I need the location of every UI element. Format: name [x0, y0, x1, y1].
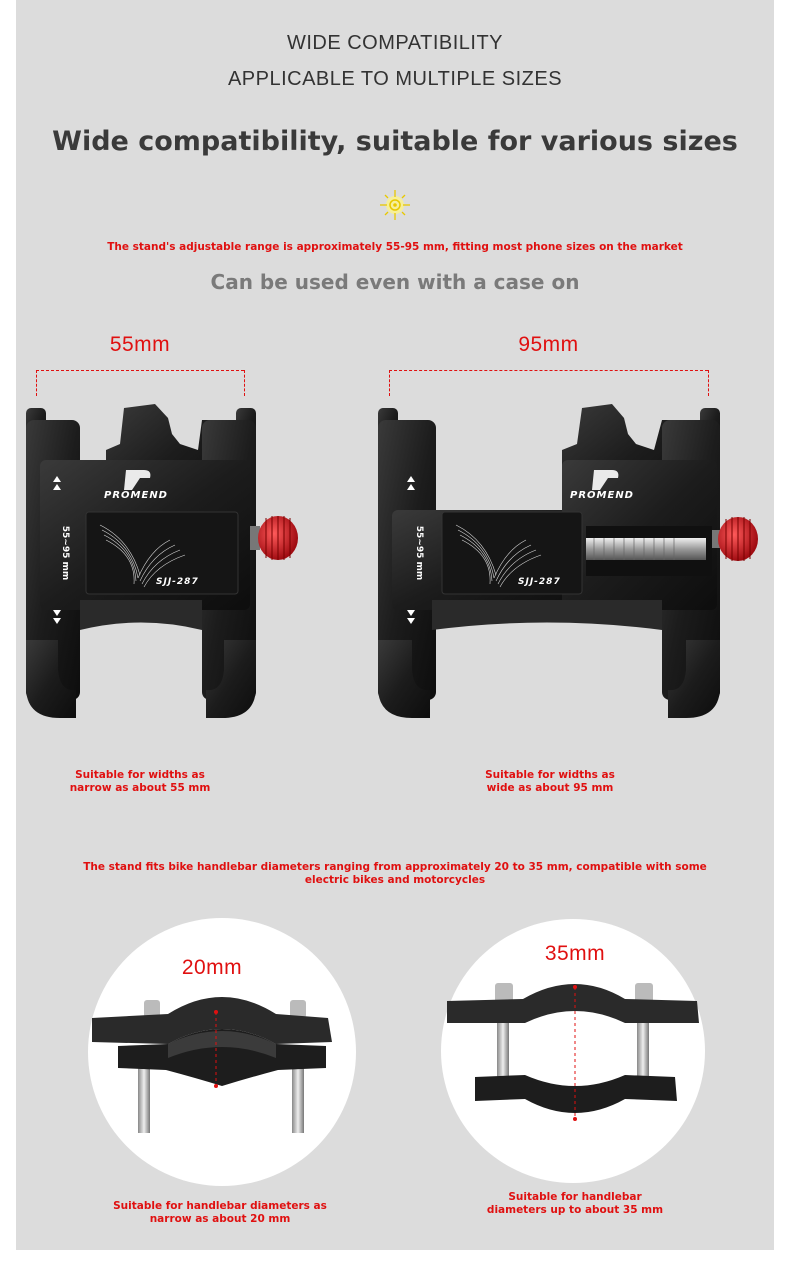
model-label-right: SJJ-287: [518, 577, 561, 587]
handlebar-note: [40, 861, 750, 887]
width-max-caption-line-1: Suitable for widths as: [485, 769, 615, 781]
handlebar-note-line-2: electric bikes and motorcycles: [304, 874, 486, 886]
model-label-left: SJJ-287: [156, 577, 199, 587]
width-max-caption-line-2: wide as about 95 mm: [486, 782, 614, 794]
clamp-min-caption: [95, 1200, 345, 1226]
width-max-label: 95mm: [518, 333, 579, 356]
clamp-min-caption-line-2: narrow as about 20 mm: [149, 1213, 291, 1225]
width-min-bracket-left: [36, 370, 37, 396]
clamp-min-label: 20mm: [181, 956, 243, 979]
header-line-1: WIDE COMPATIBILITY: [286, 32, 504, 54]
range-marking-right: 55~95 mm: [414, 525, 424, 581]
range-note: The stand's adjustable range is approximately 55-95 mm, fitting most phone sizes on the market: [107, 241, 683, 253]
phone-holder-closed: [20, 400, 310, 720]
width-min-caption: [40, 769, 240, 795]
handlebar-note-line-1: The stand fits bike handlebar diameters ranging from approximately 20 to 35 mm, compatible with some: [83, 861, 707, 873]
width-min-label: 55mm: [109, 333, 171, 356]
width-max-bracket-left: [389, 370, 390, 396]
width-min-bracket: [36, 370, 244, 371]
clamp-max-caption: [450, 1191, 700, 1217]
clamp-min-caption-line-1: Suitable for handlebar diameters as: [113, 1200, 327, 1212]
page-title: Wide compatibility, suitable for various sizes: [52, 126, 738, 157]
case-note: Can be used even with a case on: [210, 270, 580, 294]
brand-logo-right: PROMEND: [570, 490, 634, 501]
header-line-2: APPLICABLE TO MULTIPLE SIZES: [227, 68, 563, 90]
width-max-bracket-right: [708, 370, 709, 396]
clamp-max-label: 35mm: [544, 942, 606, 965]
clamp-max-caption-line-1: Suitable for handlebar: [508, 1191, 642, 1203]
brand-logo-left: PROMEND: [104, 490, 168, 501]
clamp-max-caption-line-2: diameters up to about 35 mm: [486, 1204, 664, 1216]
width-max-bracket: [389, 370, 708, 371]
width-min-bracket-right: [244, 370, 245, 396]
range-marking-left: 55~95 mm: [60, 525, 70, 581]
width-min-caption-line-1: Suitable for widths as: [75, 769, 205, 781]
width-max-caption: [450, 769, 650, 795]
phone-holder-extended: [372, 400, 772, 720]
sun-icon: [378, 188, 412, 222]
width-min-caption-line-2: narrow as about 55 mm: [69, 782, 211, 794]
